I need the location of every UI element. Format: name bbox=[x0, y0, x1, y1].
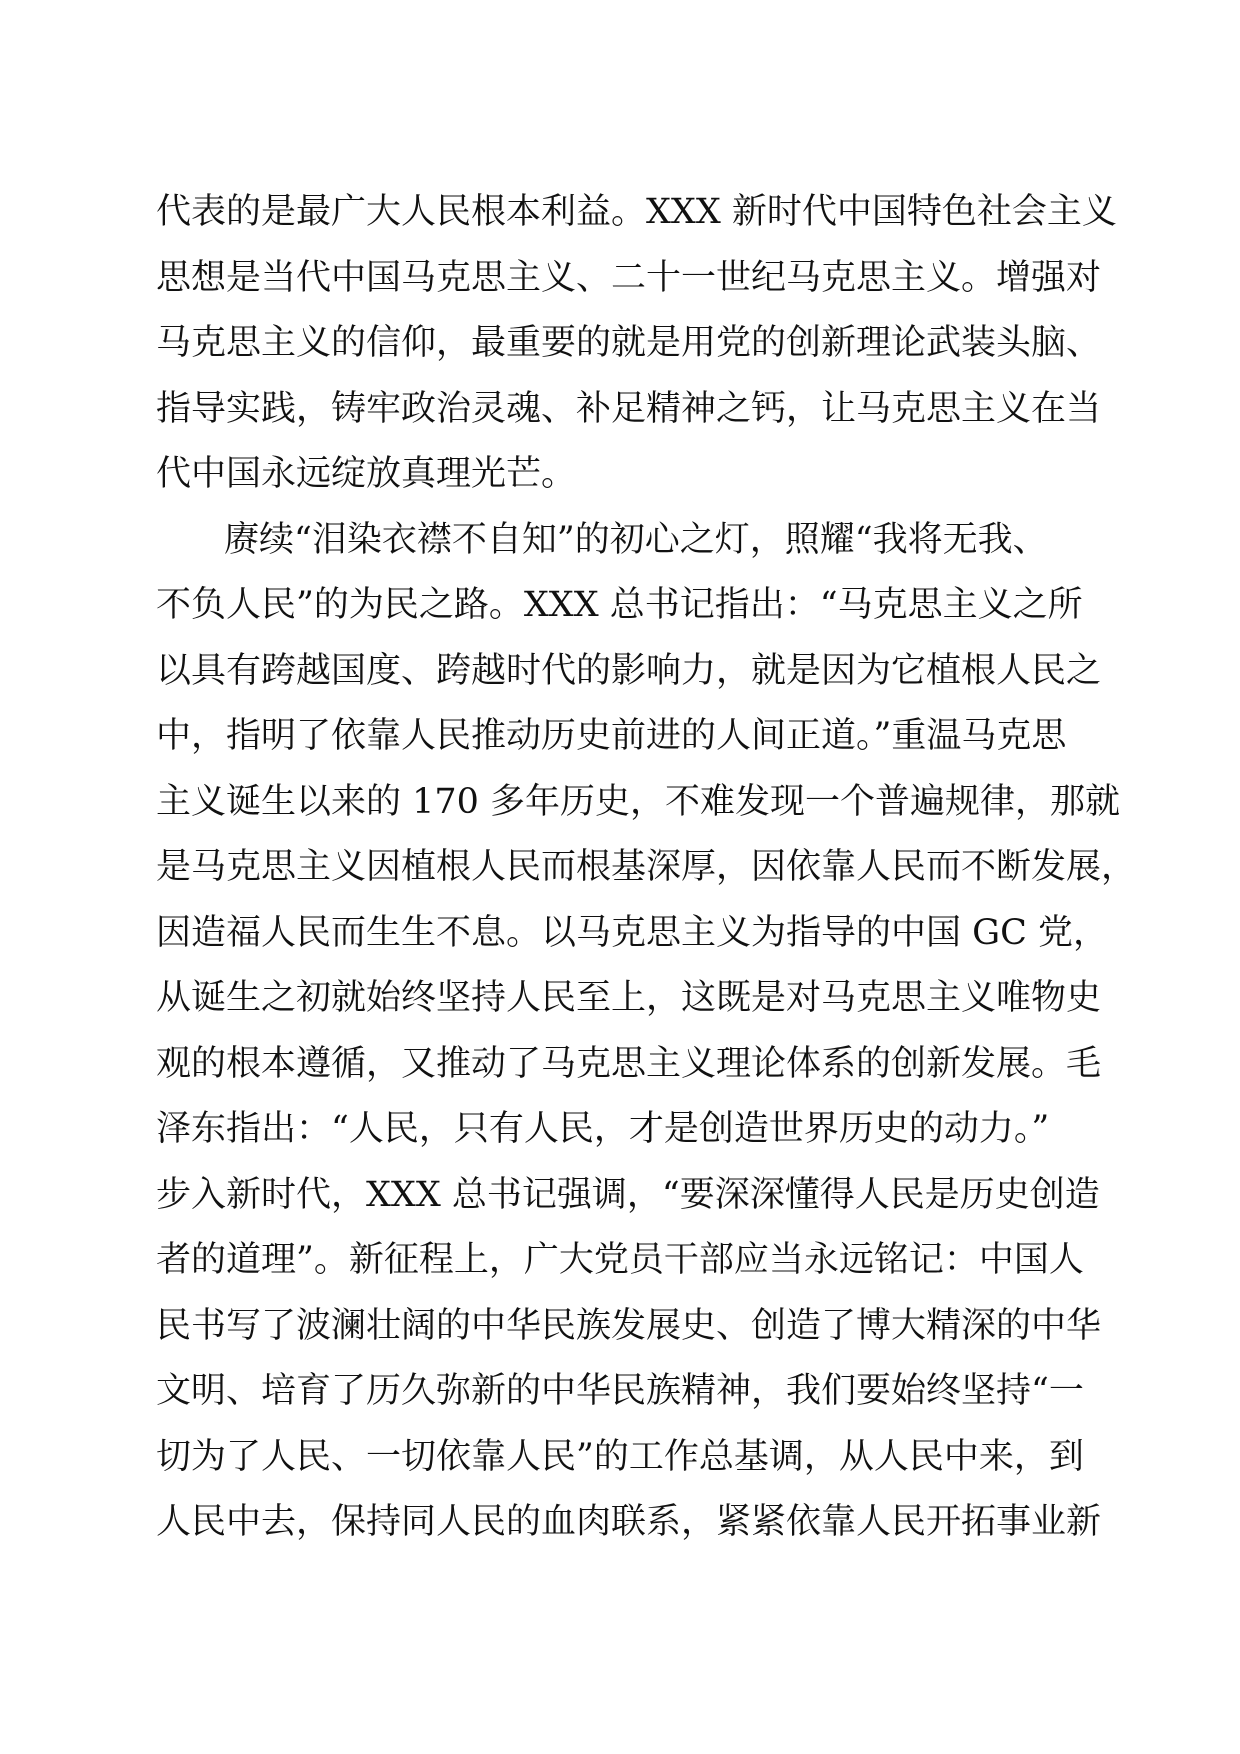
text-line: 指导实践，铸牢政治灵魂、补足精神之钙，让马克思主义在当 bbox=[156, 388, 1102, 429]
text-line: 代表的是最广大人民根本利益。XXX 新时代中国特色社会主义 bbox=[156, 192, 1117, 232]
text-line: 民书写了波澜壮阔的中华民族发展史、创造了博大精深的中华 bbox=[156, 1305, 1102, 1346]
paragraph-1 bbox=[156, 180, 1117, 508]
text-line: 中，指明了依靠人民推动历史前进的人间正道。”重温马克思 bbox=[156, 716, 1067, 756]
text-line: 文明、培育了历久弥新的中华民族精神，我们要始终坚持“一 bbox=[156, 1371, 1084, 1411]
text-line: 者的道理”。新征程上，广大党员干部应当永远铭记：中国人 bbox=[156, 1240, 1084, 1280]
text-line: 思想是当代中国马克思主义、二十一世纪马克思主义。增强对 bbox=[156, 257, 1102, 298]
text-line: 切为了人民、一切依靠人民”的工作总基调，从人民中来，到 bbox=[156, 1436, 1084, 1477]
body-text bbox=[156, 180, 1137, 1556]
text-line: 从诞生之初就始终坚持人民至上，这既是对马克思主义唯物史 bbox=[156, 978, 1102, 1018]
text-line: 不负人民”的为民之路。XXX 总书记指出：“马克思主义之所 bbox=[156, 585, 1083, 625]
text-line: 主义诞生以来的 170 多年历史，不难发现一个普遍规律，那就 bbox=[156, 781, 1121, 822]
text-line: 泽东指出：“人民，只有人民，才是创造世界历史的动力。” bbox=[156, 1109, 1050, 1149]
paragraph-2 bbox=[156, 508, 1137, 1556]
text-line: 观的根本遵循，又推动了马克思主义理论体系的创新发展。毛 bbox=[156, 1043, 1102, 1084]
text-line: 代中国永远绽放真理光芒。 bbox=[156, 454, 577, 494]
text-line: 马克思主义的信仰，最重要的就是用党的创新理论武装头脑、 bbox=[156, 323, 1102, 363]
text-line: 人民中去，保持同人民的血肉联系，紧紧依靠人民开拓事业新 bbox=[156, 1502, 1102, 1542]
text-line: 以具有跨越国度、跨越时代的影响力，就是因为它植根人民之 bbox=[156, 650, 1102, 691]
text-line-indented: 赓续“泪染衣襟不自知”的初心之灯，照耀“我将无我、 bbox=[224, 519, 1048, 560]
text-line: 因造福人民而生生不息。以马克思主义为指导的中国 GC 党， bbox=[156, 912, 1108, 953]
text-line: 步入新时代，XXX 总书记强调，“要深深懂得人民是历史创造 bbox=[156, 1174, 1100, 1215]
text-line: 是马克思主义因植根人民而根基深厚，因依靠人民而不断发展， bbox=[156, 847, 1137, 887]
